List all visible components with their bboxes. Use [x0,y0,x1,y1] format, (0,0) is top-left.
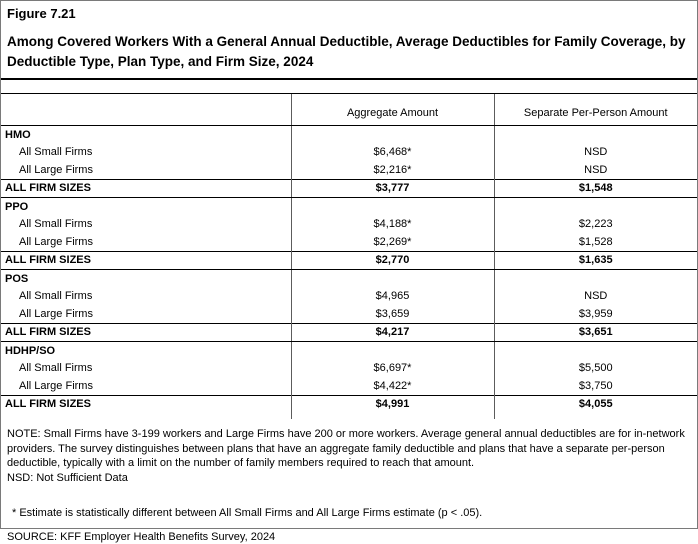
empty-cell [494,342,697,360]
empty-cell [494,413,697,419]
row-label: All Small Firms [19,218,93,231]
row-label: ALL FIRM SIZES [1,323,291,342]
separate-value: $3,651 [494,323,697,342]
table-row [1,233,697,251]
table-row [1,144,697,162]
separate-value: $2,223 [494,216,697,234]
plan-section-hmo [1,126,697,144]
nsd-note: NSD: Not Sufficient Data [7,471,128,484]
aggregate-value: $4,188* [291,216,494,234]
separate-value: $4,055 [494,395,697,413]
separate-value: $1,528 [494,233,697,251]
aggregate-value: $6,697* [291,360,494,378]
row-label: All Large Firms [19,235,93,248]
aggregate-value: $4,965 [291,288,494,306]
separate-value: NSD [494,144,697,162]
figure-title: Among Covered Workers With a General Annual Deductible, Average Deductibles for Family Coverage, by Deductible Type, Plan Type, and Firm Size, 2024 [7,34,686,69]
total-row-ppo [1,251,697,270]
table-stub-row [1,413,697,419]
column-header-blank [1,94,291,126]
plan-type-label: PPO [1,198,291,216]
row-label: ALL FIRM SIZES [1,395,291,413]
plan-section-ppo [1,198,697,216]
row-label: ALL FIRM SIZES [1,251,291,270]
separate-value: $3,959 [494,305,697,323]
empty-cell [494,126,697,144]
row-label: All Large Firms [19,307,93,320]
notes-block [7,427,689,485]
row-label: All Small Firms [19,290,93,303]
table-row [1,161,697,179]
separate-value: $3,750 [494,377,697,395]
aggregate-value: $2,216* [291,161,494,179]
column-header-separate: Separate Per-Person Amount [494,94,697,126]
plan-section-pos [1,270,697,288]
table-row [1,288,697,306]
figure-label: Figure 7.21 [7,6,76,21]
note-text: NOTE: Small Firms have 3-199 workers and Large Firms have 200 or more workers. Average general annual deductibles are for in-network providers. The survey distinguishes between plans that have an aggregate family deductible and plans that have a separate per-person deductible, typically with a limit on the number of family members required to reach that amount. [7,428,685,470]
total-row-hdhpso [1,395,697,413]
footnote: * Estimate is statistically different between All Small Firms and All Large Firms estimate (p < .05). [12,507,483,520]
separate-value: NSD [494,288,697,306]
empty-cell [1,413,291,419]
empty-cell [291,270,494,288]
source-text: SOURCE: KFF Employer Health Benefits Survey, 2024 [7,531,276,544]
empty-cell [291,126,494,144]
row-label: All Small Firms [19,146,93,159]
plan-type-label: HMO [1,126,291,144]
column-header-aggregate: Aggregate Amount [291,94,494,126]
separate-value: $5,500 [494,360,697,378]
total-row-hmo [1,179,697,198]
aggregate-value: $2,269* [291,233,494,251]
aggregate-value: $4,217 [291,323,494,342]
table-row [1,360,697,378]
empty-cell [291,342,494,360]
empty-cell [494,198,697,216]
row-label: All Large Firms [19,379,93,392]
empty-cell [494,270,697,288]
aggregate-value: $4,422* [291,377,494,395]
deductibles-table [1,93,697,419]
total-row-pos [1,323,697,342]
row-label: All Large Firms [19,163,93,176]
row-label: All Small Firms [19,362,93,375]
empty-cell [291,413,494,419]
plan-type-label: POS [1,270,291,288]
plan-section-hdhpso [1,342,697,360]
separate-value: NSD [494,161,697,179]
aggregate-value: $3,777 [291,179,494,198]
aggregate-value: $4,991 [291,395,494,413]
title-block [1,1,697,80]
separate-value: $1,635 [494,251,697,270]
empty-cell [291,198,494,216]
row-label: ALL FIRM SIZES [1,179,291,198]
plan-type-label: HDHP/SO [1,342,291,360]
aggregate-value: $3,659 [291,305,494,323]
table-row [1,377,697,395]
table-row [1,216,697,234]
aggregate-value: $2,770 [291,251,494,270]
table-header-row [1,94,697,126]
aggregate-value: $6,468* [291,144,494,162]
table-row [1,305,697,323]
separate-value: $1,548 [494,179,697,198]
